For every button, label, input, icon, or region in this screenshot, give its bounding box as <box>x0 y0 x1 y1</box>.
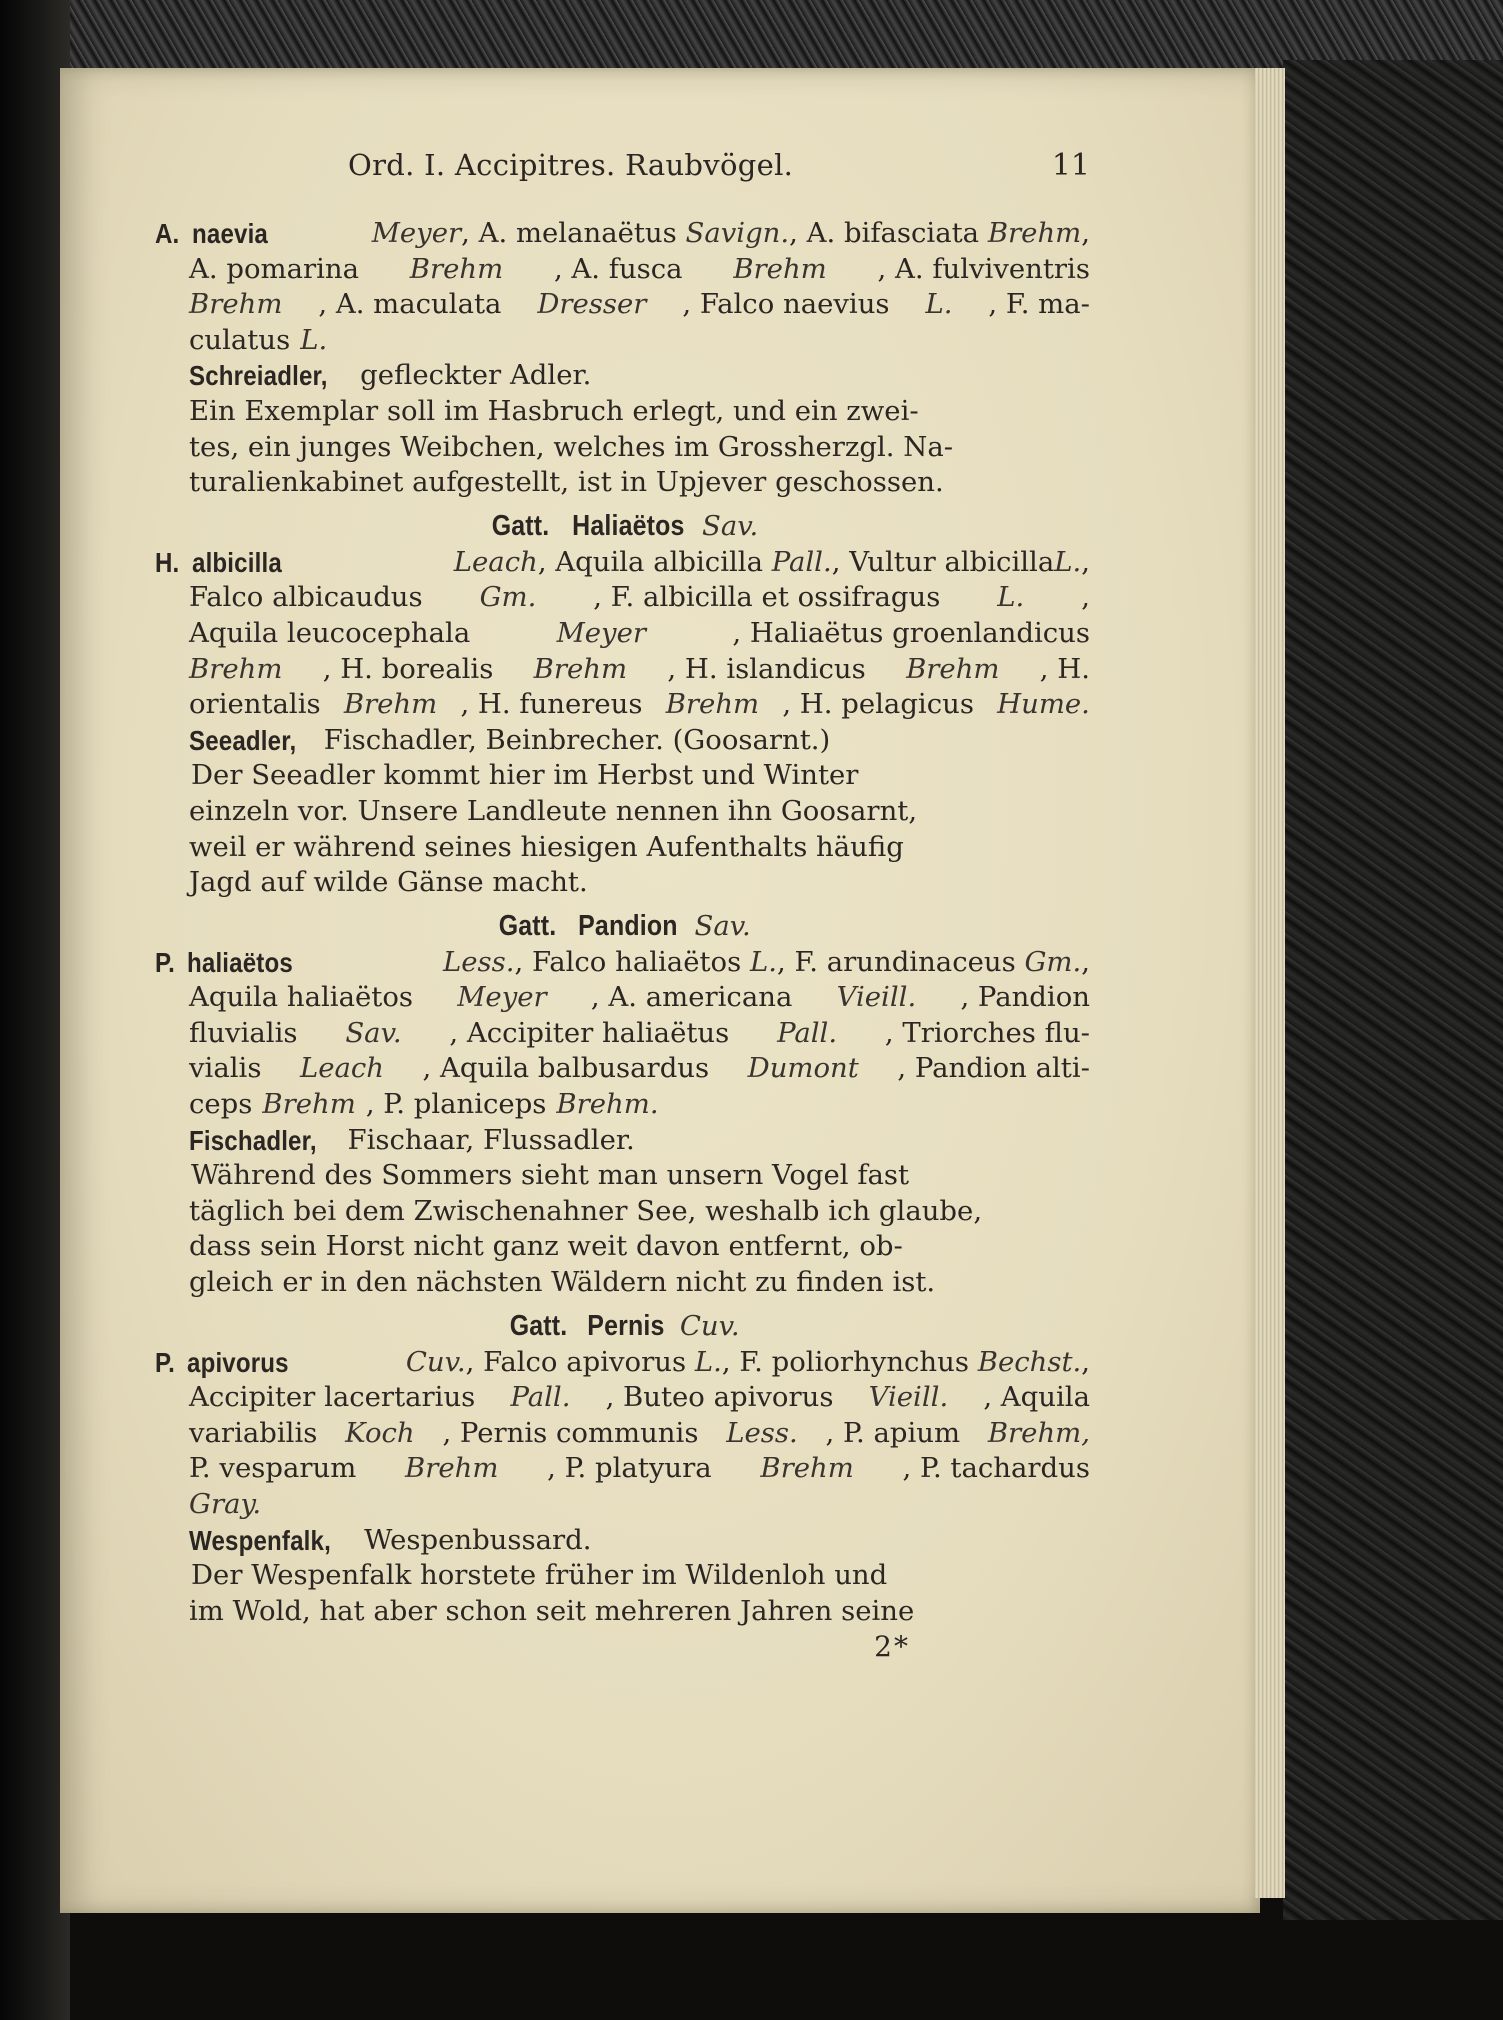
paragraph-line: Ein Exemplar soll im Hasbruch erlegt, und ein zwei- <box>189 394 919 427</box>
paragraph-line: gleich er in den nächsten Wäldern nicht zu finden ist. <box>189 1266 936 1299</box>
paragraph-line: weil er während seines hiesigen Aufenthalts häufig <box>189 830 904 863</box>
species-entry-haliaetos-line-5: ceps Brehm , P. planiceps Brehm. <box>189 1088 659 1121</box>
species-entry-albicilla-line-1: H. albicilla Leach, Aquila albicilla Pall., Vultur albicillaL., <box>155 545 1090 578</box>
species-entry-albicilla-line-4: Brehm , H. borealis Brehm , H. islandicus Brehm , H. <box>189 652 1090 685</box>
paragraph-line: einzeln vor. Unsere Landleute nennen ihn Goosarnt, <box>189 794 918 827</box>
page-number: 11 <box>1051 148 1090 183</box>
paragraph-line: täglich bei dem Zwischenahner See, weshalb ich glaube, <box>189 1194 983 1227</box>
species-entry-apivorus-line-3: variabilis Koch , Pernis communis Less. , P. apium Brehm, <box>189 1416 1090 1449</box>
signature-mark: 2* <box>874 1630 910 1664</box>
paragraph-line: Der Seeadler kommt hier im Herbst und Winter <box>191 759 859 792</box>
species-entry-haliaetos-line-2: Aquila haliaëtos Meyer , A. americana Vieill. , Pandion <box>189 981 1090 1014</box>
running-title: Ord. I. Accipitres. Raubvögel. <box>348 148 794 182</box>
paragraph-line: im Wold, hat aber schon seit mehreren Jahren seine <box>189 1594 915 1627</box>
paragraph-line: Der Wespenfalk horstete früher im Wildenloh und <box>191 1559 888 1592</box>
paragraph-line: tes, ein junges Weibchen, welches im Grossherzgl. Na- <box>189 430 954 463</box>
species-entry-albicilla-line-3: Aquila leucocephala Meyer , Haliaëtus groenlandicus <box>189 616 1090 649</box>
species-entry-apivorus-line-1: P. apivorus Cuv., Falco apivorus L., F. poliorhynchus Bechst., <box>155 1345 1090 1378</box>
page-edges <box>1255 68 1285 1898</box>
paragraph-line: turalienkabinet aufgestellt, ist in Upjever geschossen. <box>189 466 944 499</box>
species-entry-haliaetos-line-1: P. haliaëtos Less., Falco haliaëtos L., F. arundinaceus Gm., <box>155 945 1090 978</box>
paragraph-line: Während des Sommers sieht man unsern Vogel fast <box>191 1159 910 1192</box>
species-entry-apivorus-line-2: Accipiter lacertarius Pall. , Buteo apivorus Vieill. , Aquila <box>189 1381 1090 1414</box>
running-header <box>155 148 1090 216</box>
species-entry-naevia-line-1: A. naevia Meyer, A. melanaëtus Savign., A. bifasciata Brehm, <box>155 217 1090 249</box>
common-name-haliaetos: Fischadler, Fischaar, Flussadler. <box>189 1123 635 1156</box>
genus-heading-pernis: Gatt. Pernis Cuv. <box>510 1309 740 1342</box>
genus-heading-haliaetos: Gatt. Haliaëtos Sav. <box>491 509 759 542</box>
species-entry-apivorus-line-4: P. vesparum Brehm , P. platyura Brehm , P. tachardus <box>189 1452 1090 1485</box>
book-cover-right <box>1283 60 1503 1920</box>
species-entry-naevia-line-4: culatus L. <box>189 323 328 356</box>
paragraph-line: Jagd auf wilde Gänse macht. <box>189 866 588 899</box>
species-entry-naevia-line-2: A. pomarina Brehm , A. fusca Brehm , A. fulviventris <box>189 252 1090 285</box>
species-entry-haliaetos-line-3: fluvialis Sav. , Accipiter haliaëtus Pall. , Triorches flu- <box>189 1016 1090 1049</box>
common-name-apivorus: Wespenfalk, Wespenbussard. <box>189 1523 592 1556</box>
species-entry-naevia-line-3: Brehm , A. maculata Dresser , Falco naevius L. , F. ma- <box>189 288 1090 321</box>
species-entry-albicilla-line-5: orientalis Brehm , H. funereus Brehm , H. pelagicus Hume. <box>189 688 1090 721</box>
species-entry-apivorus-line-5: Gray. <box>189 1488 262 1520</box>
genus-heading-pandion: Gatt. Pandion Sav. <box>498 909 751 942</box>
common-name-albicilla: Seeadler, Fischadler, Beinbrecher. (Goosarnt.) <box>189 723 831 756</box>
common-name-naevia: Schreiadler, gefleckter Adler. <box>189 359 592 392</box>
species-entry-albicilla-line-2: Falco albicaudus Gm. , F. albicilla et ossifragus L. , <box>189 581 1090 614</box>
species-entry-haliaetos-line-4: vialis Leach , Aquila balbusardus Dumont , Pandion alti- <box>189 1052 1090 1085</box>
paragraph-line: dass sein Horst nicht ganz weit davon entfernt, ob- <box>189 1230 903 1263</box>
page-text <box>155 148 1090 1669</box>
